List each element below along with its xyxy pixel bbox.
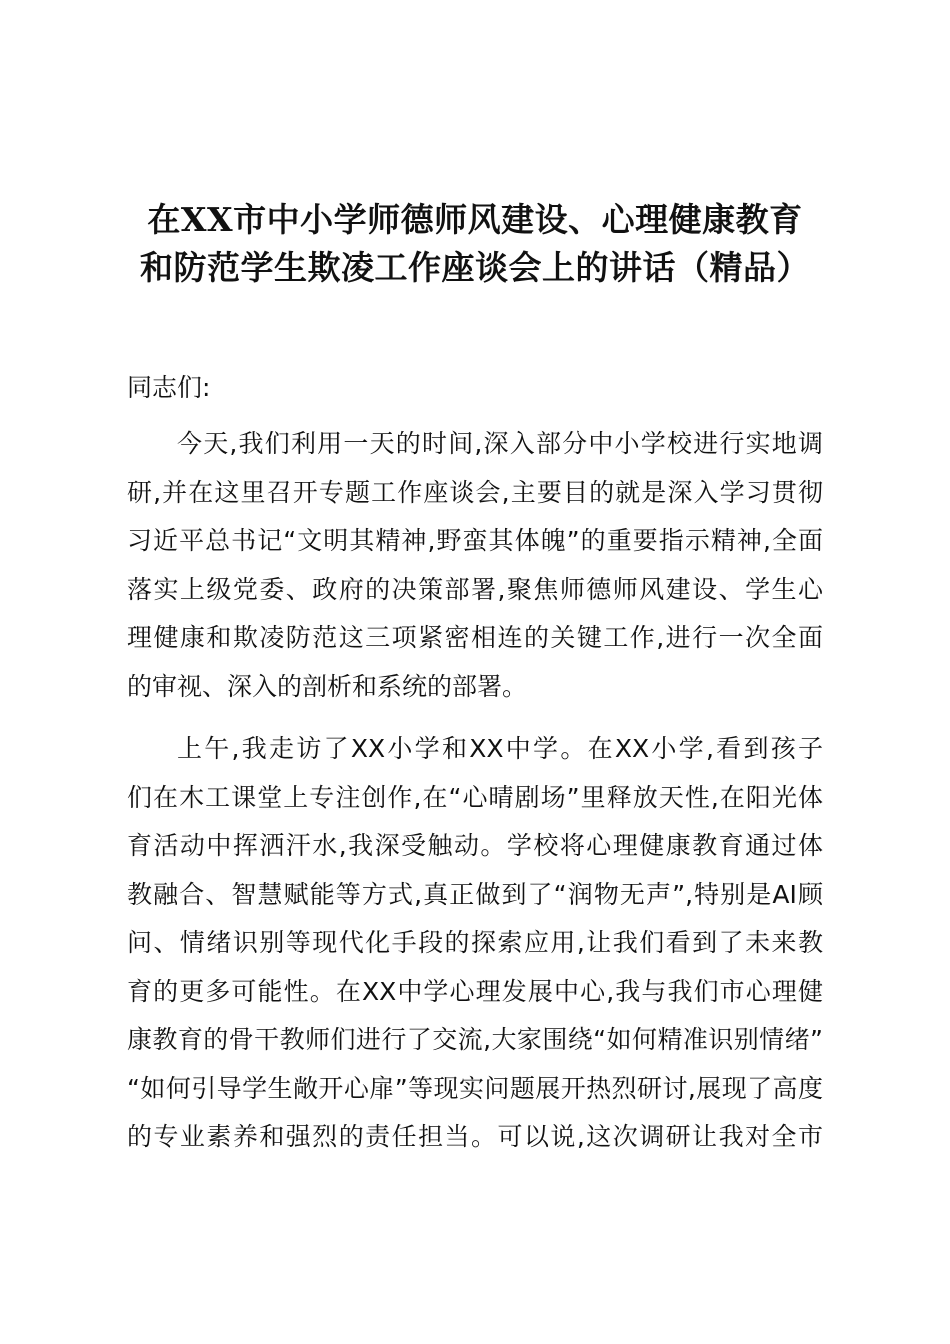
text-line: 的专业素养和强烈的责任担当。可以说,这次调研让我对全市 <box>127 1122 823 1151</box>
text-line: 们在木工课堂上专注创作,在“心晴剧场”里释放天性,在阳光体 <box>127 782 823 812</box>
paragraph-2 <box>127 725 823 1162</box>
text-line: 落实上级党委、政府的决策部署,聚焦师德师风建设、学生心 <box>127 574 823 604</box>
text-line: 育的更多可能性。在XX中学心理发展中心,我与我们市心理健 <box>127 976 823 1006</box>
title-line: 和防范学生欺凌工作座谈会上的讲话（精品） <box>140 248 810 287</box>
text-line: 习近平总书记“文明其精神,野蛮其体魄”的重要指示精神,全面 <box>127 526 823 555</box>
document-title <box>110 196 840 292</box>
text-line: 的审视、深入的剖析和系统的部署。 <box>127 671 528 701</box>
title-line: 在XX市中小学师德师风建设、心理健康教育 <box>147 200 803 239</box>
text-line: 问、情绪识别等现代化手段的探索应用,让我们看到了未来教 <box>127 928 823 957</box>
text-line: 育活动中挥洒汗水,我深受触动。学校将心理健康教育通过体 <box>127 831 823 860</box>
text-line: 今天,我们利用一天的时间,深入部分中小学校进行实地调 <box>177 429 823 458</box>
text-line: 上午,我走访了XX小学和XX中学。在XX小学,看到孩子 <box>177 734 823 763</box>
text-line: 教融合、智慧赋能等方式,真正做到了“润物无声”,特别是AI顾 <box>127 879 823 909</box>
text-line: 理健康和欺凌防范这三项紧密相连的关键工作,进行一次全面 <box>127 623 823 652</box>
text-line: 康教育的骨干教师们进行了交流,大家围绕“如何精准识别情绪” <box>127 1025 823 1054</box>
salutation: 同志们: <box>127 373 211 402</box>
text-line: “如何引导学生敞开心扉”等现实问题展开热烈研讨,展现了高度 <box>127 1073 823 1103</box>
paragraph-1 <box>127 420 823 711</box>
text-line: 研,并在这里召开专题工作座谈会,主要目的就是深入学习贯彻 <box>127 477 823 507</box>
